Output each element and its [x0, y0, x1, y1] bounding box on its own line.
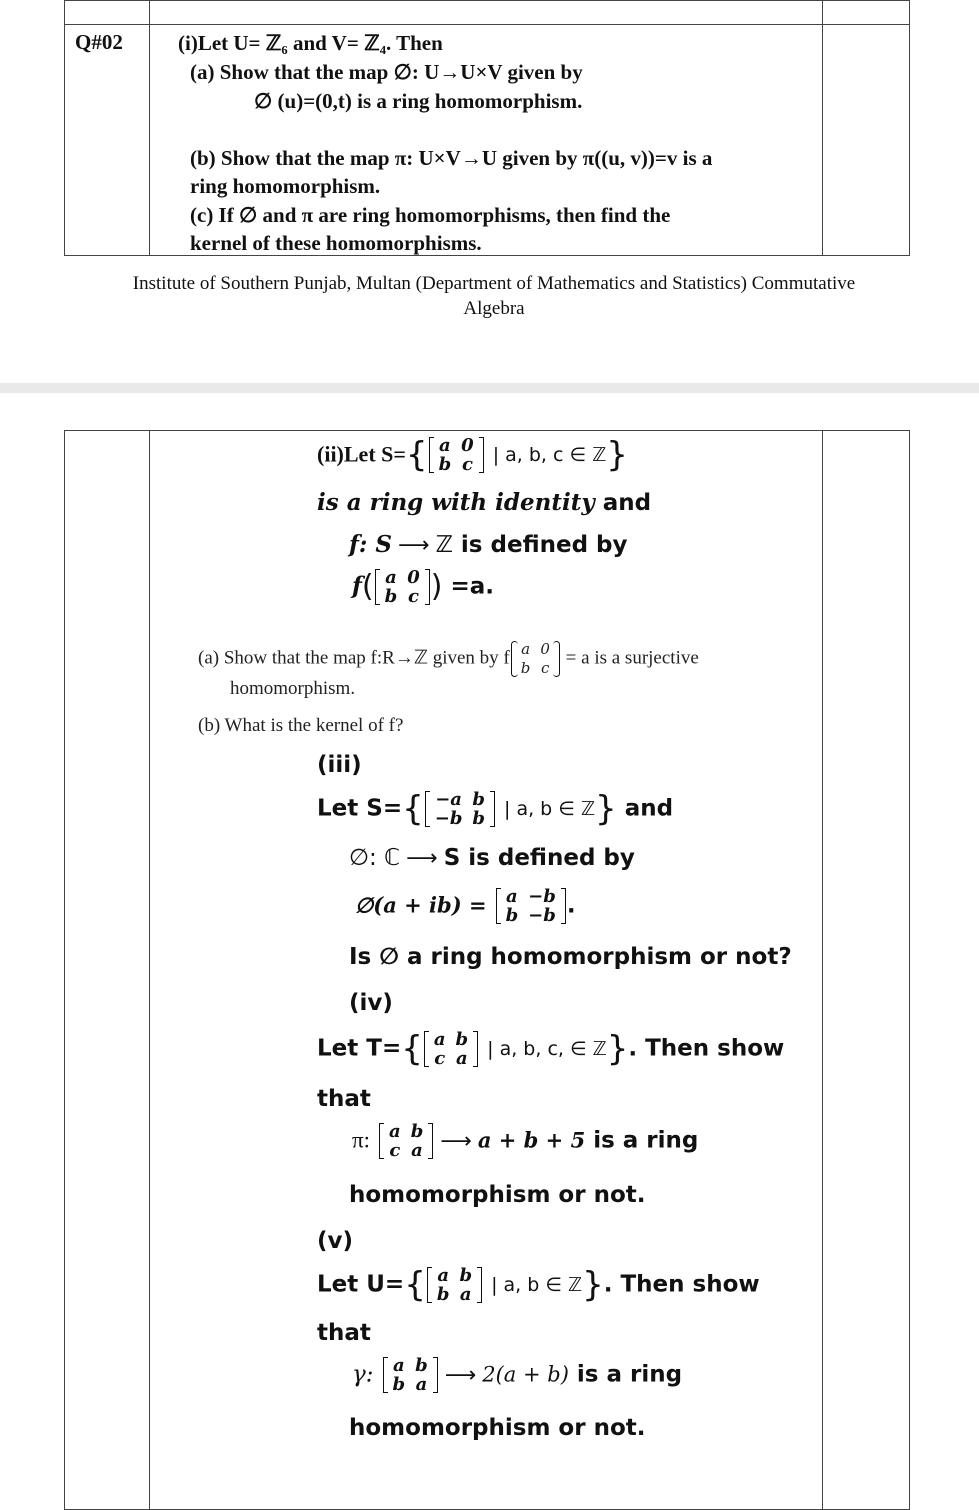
matrix-entry: a	[439, 435, 451, 456]
part-iii-map-def	[349, 843, 635, 874]
brace-close: }	[606, 435, 628, 475]
part-v-intro: Let U=	[317, 1271, 405, 1298]
matrix-entry: −b	[434, 808, 463, 829]
part-iii-intro: Let S=	[317, 795, 403, 822]
part-v-tail: homomorphism or not.	[349, 1415, 646, 1441]
part-i-b-line1: (b) Show that the map π: U×V→U given by π((u, v))=v is a	[190, 146, 713, 170]
column-divider	[822, 1, 823, 255]
matrix-entry: −b	[528, 886, 556, 907]
map-f: f: S	[349, 531, 393, 558]
matrix-entry: b	[455, 1029, 469, 1050]
brace-open: {	[405, 435, 428, 475]
matrix-entry: b	[520, 659, 531, 677]
matrix-entry: a	[385, 567, 397, 588]
then-show-text: . Then show	[603, 1271, 760, 1298]
matrix-entry: a	[506, 886, 518, 907]
matrix	[375, 568, 430, 606]
matrix-entry: −b	[528, 905, 556, 926]
matrix	[379, 1122, 433, 1160]
part-ii-set-definition	[317, 436, 628, 474]
and-text: and	[594, 490, 652, 516]
part-i-a-line1: (a) Show that the map ∅: U→U×V given by	[190, 60, 583, 84]
f-label: f	[352, 572, 362, 600]
matrix-entry: c	[434, 1048, 446, 1069]
brace-open: {	[402, 789, 424, 829]
matrix	[427, 1266, 482, 1304]
part-v-set-definition	[317, 1266, 760, 1304]
defined-text: S is defined by	[443, 845, 635, 871]
question-a-text: (a) Show that the map f:R→ℤ given by f	[198, 647, 510, 669]
brace-close: }	[606, 1029, 629, 1069]
matrix	[425, 790, 495, 828]
matrix-entry: 0	[540, 640, 550, 658]
part-ii-question-a-line2: homomorphism.	[230, 678, 356, 699]
matrix	[511, 640, 560, 678]
part-v-label: (v)	[317, 1228, 354, 1254]
image-expr: a + b + 5	[477, 1127, 586, 1153]
matrix-entry: a	[455, 1048, 468, 1069]
matrix-entry: a	[392, 1355, 405, 1376]
matrix-entry: b	[410, 1121, 424, 1142]
ring-with-identity: is a ring with identity	[317, 489, 595, 516]
part-ii-intro: (ii)Let S=	[317, 441, 406, 467]
arrow-icon: ⟶	[440, 1128, 472, 1154]
part-ii-map-def	[349, 530, 628, 561]
matrix	[429, 436, 484, 474]
matrix-entry: b	[384, 586, 398, 607]
matrix-entry: b	[459, 1265, 473, 1286]
set-condition: | a, b, c, ∈ ℤ	[487, 1038, 607, 1060]
matrix-entry: b	[415, 1355, 428, 1376]
arrow-icon: ⟶	[398, 533, 430, 558]
set-condition: | a, b, c ∈ ℤ	[492, 444, 607, 466]
matrix-entry: b	[392, 1374, 406, 1395]
part-ii-ring-text	[317, 488, 651, 518]
is-a-ring-text: is a ring	[576, 1361, 683, 1388]
column-divider	[149, 431, 150, 1509]
is-a-ring-text: is a ring	[593, 1127, 699, 1154]
map-pi: π:	[352, 1127, 371, 1153]
part-iii-formula: ∅(a + ib) = a −b b −b .	[355, 886, 576, 926]
image-expr: 2(a + b)	[482, 1362, 569, 1387]
matrix-entry: b	[436, 1284, 450, 1305]
matrix-entry: 0	[461, 435, 474, 456]
matrix-entry: a	[459, 1284, 472, 1305]
matrix-entry: b	[438, 454, 452, 475]
page-gap	[0, 383, 979, 393]
part-iv-tail: homomorphism or not.	[349, 1182, 646, 1208]
matrix-entry: a	[437, 1265, 449, 1286]
map-phi: ∅: ℂ	[349, 845, 401, 871]
and-text: and	[624, 795, 674, 822]
brace-open: {	[401, 1029, 423, 1069]
brace-close: }	[595, 789, 617, 829]
set-condition: | a, b ∈ ℤ	[491, 1274, 583, 1296]
matrix-entry: a	[389, 1121, 401, 1142]
part-ii-f-value: f( a 0 b c ) =a.	[352, 567, 495, 607]
row-divider	[64, 24, 910, 25]
matrix-entry: c	[389, 1140, 401, 1161]
part-iv-map	[352, 1122, 698, 1160]
matrix-entry: c	[461, 454, 473, 475]
footer-line-2: Algebra	[463, 298, 525, 319]
part-i-intro: (i)Let U= ℤ₆ and V= ℤ₄. Then	[178, 31, 443, 55]
part-i-b-line2: ring homomorphism.	[190, 174, 381, 198]
part-i-c-line1: (c) If ∅ and π are ring homomorphisms, then find the	[190, 203, 671, 227]
brace-close: }	[582, 1265, 604, 1305]
phi-formula: ∅(a + ib) =	[355, 892, 487, 918]
part-ii-question-b: (b) What is the kernel of f?	[198, 715, 404, 736]
matrix-entry: a	[411, 1140, 423, 1161]
part-iv-set-definition	[317, 1030, 784, 1068]
matrix-entry: a	[415, 1374, 428, 1395]
map-gamma: γ:	[352, 1361, 374, 1388]
arrow-icon: ⟶	[444, 1362, 477, 1388]
codomain-text: ℤ is defined by	[435, 532, 628, 558]
part-iv-label: (iv)	[349, 990, 393, 1016]
matrix-entry: a	[433, 1029, 446, 1050]
part-i-a-line2: ∅ (u)=(0,t) is a ring homomorphism.	[254, 89, 583, 113]
question-number: Q#02	[75, 30, 123, 54]
matrix-entry: b	[472, 789, 485, 810]
part-iv-intro: Let T=	[317, 1035, 402, 1062]
set-condition: | a, b ∈ ℤ	[504, 798, 596, 820]
part-iii-set-definition	[317, 790, 673, 828]
page-footer	[60, 271, 928, 321]
f-value-text: =a.	[450, 573, 495, 600]
column-divider	[149, 1, 150, 255]
matrix	[383, 1356, 438, 1394]
column-divider	[822, 431, 823, 1509]
matrix	[424, 1030, 478, 1068]
matrix-entry: a	[521, 640, 531, 658]
part-v-map	[352, 1356, 682, 1394]
question-a-end: = a is a surjective	[565, 647, 699, 669]
matrix-entry: b	[505, 905, 519, 926]
part-iii-question: Is ∅ a ring homomorphism or not?	[349, 944, 792, 970]
brace-open: {	[404, 1265, 426, 1305]
footer-line-1: Institute of Southern Punjab, Multan (Department of Mathematics and Statistics) Commutative	[132, 273, 856, 294]
matrix-entry: −a	[435, 789, 462, 810]
part-iv-that: that	[317, 1086, 371, 1112]
arrow-icon: ⟶	[406, 846, 438, 871]
part-ii-question-a	[198, 640, 699, 678]
matrix-entry: b	[472, 808, 485, 829]
part-iii-label: (iii)	[317, 752, 362, 778]
matrix-entry: c	[408, 586, 419, 607]
matrix-entry: c	[540, 659, 550, 677]
then-show-text: . Then show	[628, 1035, 785, 1062]
part-v-that: that	[317, 1320, 371, 1346]
matrix	[496, 887, 566, 925]
part-i-c-line2: kernel of these homomorphisms.	[190, 231, 482, 255]
matrix-entry: 0	[407, 567, 420, 588]
